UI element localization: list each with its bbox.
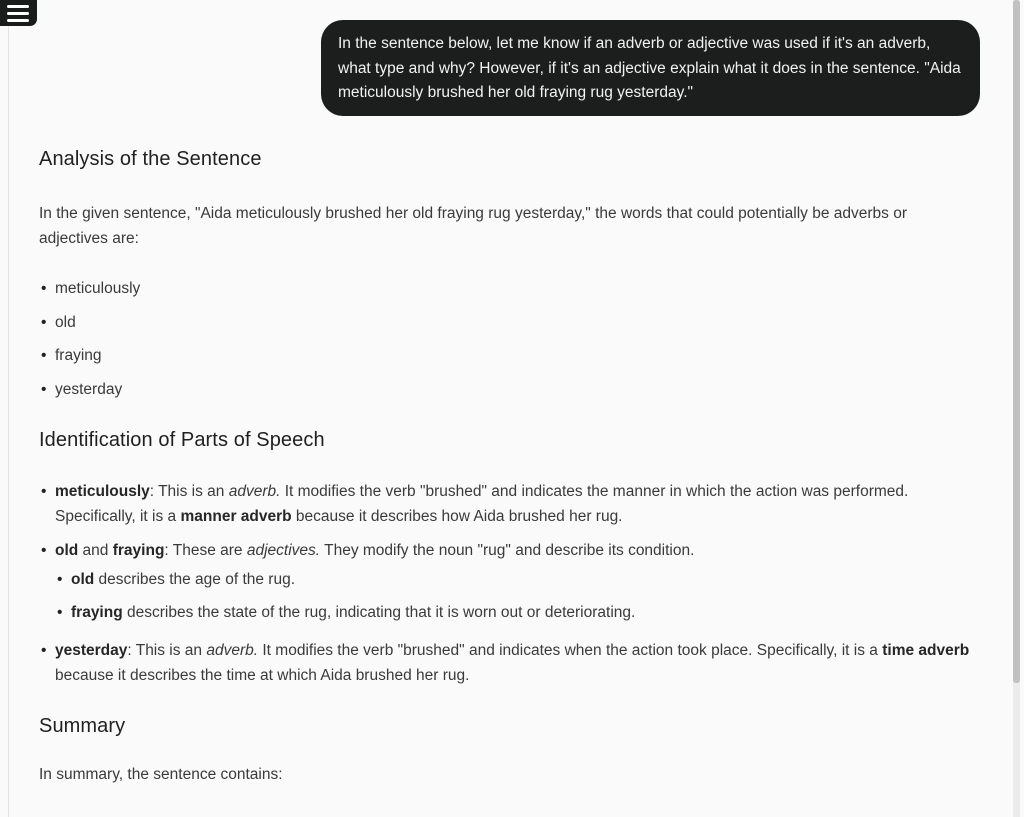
hamburger-menu-icon-bar [7, 5, 29, 8]
emphasis: adverb. [206, 642, 259, 659]
term: manner adverb [180, 507, 292, 525]
candidate-word-list [39, 276, 979, 402]
text: and [78, 541, 113, 559]
user-message-text: In the sentence below, let me know if an adverb or adjective was used if it's an adverb, what type and why? However, if it's an adjective explain what it does in the sentence. "Aida meticulously brushed her old fraying rug yesterday." [338, 35, 961, 101]
list-item-old-and-fraying [39, 538, 979, 626]
text: : This is an [127, 642, 207, 659]
text: It modifies the verb "brushed" and indicates the manner in which the action was performed. Specifically, it is a [55, 482, 909, 525]
term: old [55, 541, 79, 559]
text: describes the state of the rug, indicating that it is worn out or deteriorating. [122, 604, 636, 621]
term: time adverb [882, 642, 970, 659]
list-item: • fraying [39, 343, 979, 368]
list-item-old [55, 567, 979, 592]
menu-button[interactable] [0, 0, 37, 26]
scrollbar-thumb[interactable] [1013, 0, 1020, 683]
list-item: • meticulously [39, 276, 979, 301]
list-item: • old [39, 310, 979, 335]
heading-analysis: Analysis of the Sentence [39, 148, 262, 170]
list-item-fraying [55, 600, 979, 625]
text: It modifies the verb "brushed" and indicates when the action took place. Specifically, it is a [258, 642, 883, 659]
parts-of-speech-list [39, 479, 979, 689]
term: fraying [112, 541, 165, 559]
summary-intro: In summary, the sentence contains: [39, 766, 283, 783]
hamburger-menu-icon-bar [7, 12, 29, 15]
list-item: • yesterday [39, 377, 979, 402]
text: because it describes the time at which Aida brushed her rug. [55, 667, 470, 684]
term: old [71, 570, 95, 588]
hamburger-menu-icon-bar [7, 19, 29, 22]
list-item-yesterday [39, 638, 979, 688]
emphasis: adverb. [228, 482, 281, 500]
text: describes the age of the rug. [94, 570, 296, 588]
nested-list [55, 567, 979, 626]
text: because it describes how Aida brushed her rug. [291, 507, 623, 525]
term: fraying [71, 604, 123, 621]
text: : These are [164, 541, 247, 559]
heading-identification: Identification of Parts of Speech [39, 428, 325, 451]
heading-summary: Summary [39, 715, 126, 737]
analysis-intro: In the given sentence, "Aida meticulously brushed her old fraying rug yesterday," the words that could potentially be adverbs or adjectives are: [39, 205, 908, 247]
term: yesterday [55, 642, 128, 659]
text: : This is an [149, 482, 229, 500]
text: They modify the noun "rug" and describe its condition. [320, 541, 695, 559]
emphasis: adjectives. [246, 541, 321, 559]
left-border [8, 0, 9, 817]
term: meticulously [55, 482, 150, 500]
assistant-response [39, 148, 979, 787]
user-message-bubble [321, 20, 980, 116]
list-item-meticulously [39, 479, 979, 529]
